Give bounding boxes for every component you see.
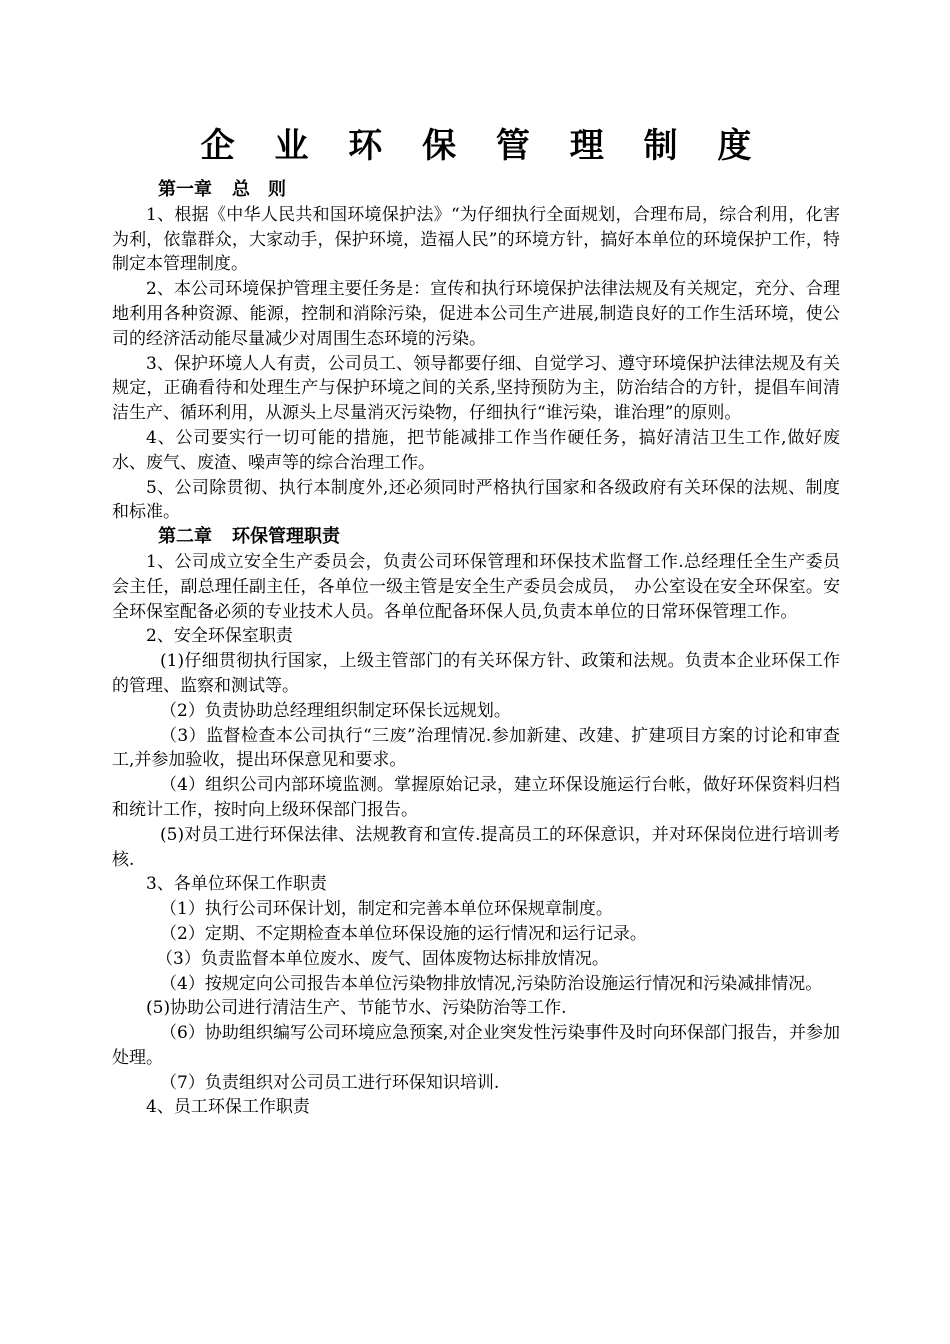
document-page — [112, 118, 840, 1120]
chapter-2-paragraph: 1、公司成立安全生产委员会，负责公司环保管理和环保技术监督工作.总经理任全生产委员会主任，副总理任副主任，各单位一级主管是安全生产委员会成员， 办公室设在安全环保室。安全环保室配备必须的专业技术人员。各单位配备环保人员,负责本单位的日常环保管理工作。 — [112, 551, 840, 622]
duty-item: （4）按规定向公司报告本单位污染物排放情况,污染防治设施运行情况和污染减排情况。 — [160, 973, 823, 994]
chapter-2-name: 环保管理职责 — [232, 526, 340, 548]
duty-item: (5)协助公司进行清洁生产、节能节水、污染防治等工作. — [146, 998, 567, 1019]
chapter-2-number: 第二章 — [158, 526, 212, 548]
duty-item: （7）负责组织对公司员工进行环保知识培训. — [160, 1072, 500, 1093]
duty-item: (5)对员工进行环保法律、法规教育和宣传.提高员工的环保意识，并对环保岗位进行培训考核. — [112, 824, 840, 870]
chapter-1-heading — [112, 178, 840, 203]
chapter-1-name: 总 则 — [232, 179, 286, 200]
duty-item: （6）协助组织编写公司环境应急预案,对企业突发性污染事件及时向环保部门报告，并参加处理。 — [112, 1023, 840, 1068]
duty-item: (1)仔细贯彻执行国家，上级主管部门的有关环保方针、政策和法规。负责本企业环保工作的管理、监察和测试等。 — [112, 651, 840, 696]
section-heading: 4、员工环保工作职责 — [146, 1097, 310, 1118]
duty-item: （3）负责监督本单位废水、废气、固体废物达标排放情况。 — [156, 948, 609, 969]
section-heading: 2、安全环保室职责 — [146, 626, 293, 647]
chapter-1-number: 第一章 — [158, 179, 212, 200]
duty-item: （4）组织公司内部环境监测。掌握原始记录，建立环保设施运行台帐，做好环保资料归档和统计工作，按时向上级环保部门报告。 — [112, 775, 840, 820]
section-heading: 3、各单位环保工作职责 — [146, 874, 327, 895]
chapter-1-paragraph: 1、根据《中华人民共和国环境保护法》“为仔细执行全面规划，合理布局，综合利用，化害为利，依靠群众，大家动手，保护环境，造福人民”的环境方针，搞好本单位的环境保护工作，特制定本管理制度。 — [112, 204, 840, 275]
chapter-2-heading — [112, 525, 840, 550]
chapter-1-paragraph: 3、保护环境人人有责，公司员工、领导都要仔细、自觉学习、遵守环境保护法律法规及有关规定，正确看待和处理生产与保护环境之间的关系,坚持预防为主，防治结合的方针，提倡车间清洁生产、循环利用，从源头上尽量消灭污染物，仔细执行“谁污染，谁治理”的原则。 — [112, 353, 840, 424]
chapter-1-paragraph: 2、本公司环境保护管理主要任务是：宣传和执行环境保护法律法规及有关规定，充分、合理地利用各种资源、能源，控制和消除污染，促进本公司生产进展,制造良好的工作生活环境，使公司的经济活动能尽量减少对周围生态环境的污染。 — [112, 279, 840, 349]
duty-item: （2）定期、不定期检查本单位环保设施的运行情况和运行记录。 — [160, 923, 647, 944]
duty-item: （3）监督检查本公司执行“三废”治理情况.参加新建、改建、扩建项目方案的讨论和审查工,并参加验收，提出环保意见和要求。 — [112, 725, 840, 771]
duty-item: （1）执行公司环保计划，制定和完善本单位环保规章制度。 — [160, 899, 613, 920]
duty-item: （2）负责协助总经理组织制定环保长远规划。 — [160, 700, 511, 721]
document-title: 企 业 环 保 管 理 制 度 — [200, 126, 766, 166]
chapter-1-paragraph: 5、公司除贯彻、执行本制度外,还必须同时严格执行国家和各级政府有关环保的法规、制度和标准。 — [112, 477, 840, 523]
chapter-1-paragraph: 4、公司要实行一切可能的措施，把节能减排工作当作硬任务，搞好清洁卫生工作,做好废水、废气、废渣、噪声等的综合治理工作。 — [112, 427, 840, 473]
